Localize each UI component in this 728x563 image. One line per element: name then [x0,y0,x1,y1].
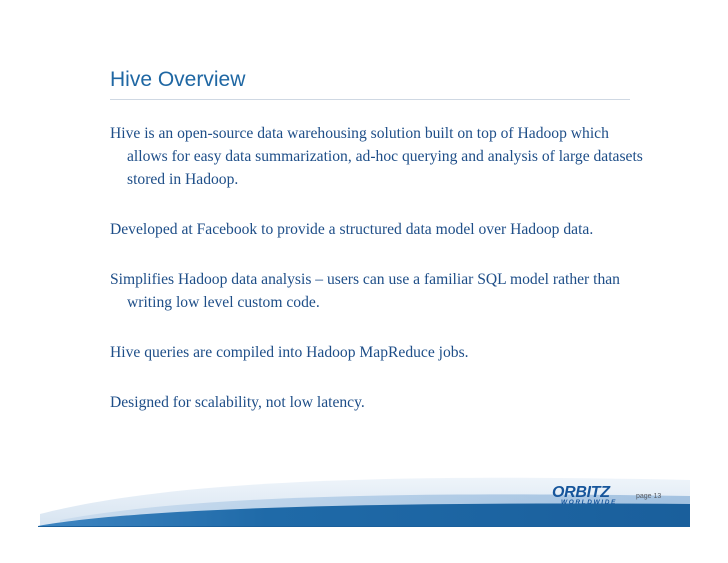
logo-wordmark: ORBITZ [552,484,610,501]
logo-subtext: WORLDWIDE [561,499,617,506]
orbitz-logo [552,485,630,513]
title-divider [110,99,630,100]
slide-title: Hive Overview [110,68,246,91]
page-number: page 13 [636,493,662,500]
bullet-item: Developed at Facebook to provide a structured data model over Hadoop data. [110,221,594,238]
bullet-item: Hive queries are compiled into Hadoop MapReduce jobs. [110,344,469,361]
bullet-item: Hive is an open-source data warehousing solution built on top of Hadoop which allows for easy data summarization, ad-hoc querying and analysis of large datasets stored in Hadoop. [110,125,643,188]
bullet-item: Designed for scalability, not low latency. [110,394,365,411]
footer-baseline [38,526,690,527]
bullet-item: Simplifies Hadoop data analysis – users can use a familiar SQL model rather than writing low level custom code. [110,271,620,311]
bullet-list [110,122,650,414]
